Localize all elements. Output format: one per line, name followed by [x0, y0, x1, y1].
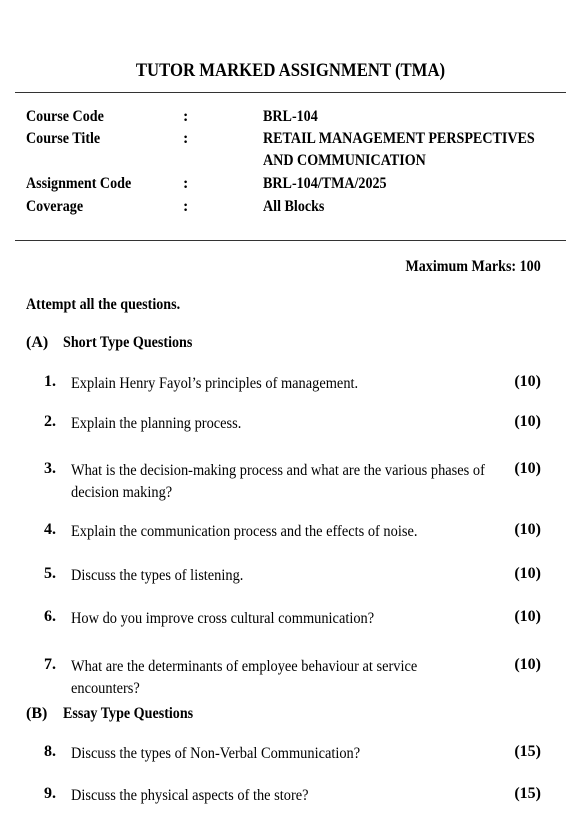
- question-text: What are the determinants of employee behaviour at service encounters?: [71, 658, 418, 697]
- question-number: 1.: [44, 373, 56, 390]
- question-number: 2.: [44, 413, 56, 430]
- question-text: Discuss the physical aspects of the store?: [71, 787, 309, 804]
- question-marks: (10): [514, 413, 541, 430]
- meta-label: Course Code: [26, 108, 104, 125]
- question-number: 9.: [44, 785, 56, 802]
- meta-value: All Blocks: [263, 198, 325, 215]
- meta-value: AND COMMUNICATION: [263, 152, 426, 169]
- question-text: Explain the communication process and the effects of noise.: [71, 523, 418, 540]
- question-text: Discuss the types of Non-Verbal Communication?: [71, 745, 361, 762]
- maximum-marks: Maximum Marks: 100: [405, 258, 541, 275]
- question-marks: (10): [514, 608, 541, 625]
- meta-value: RETAIL MANAGEMENT PERSPECTIVES: [263, 130, 535, 147]
- question-marks: (10): [514, 373, 541, 390]
- question-text: Explain Henry Fayol’s principles of management.: [71, 375, 359, 392]
- question-number: 8.: [44, 743, 56, 760]
- section-letter: (B): [26, 705, 48, 722]
- section-a-heading: [26, 334, 426, 356]
- question-marks: (15): [514, 785, 541, 802]
- meta-divider: [15, 240, 566, 241]
- section-letter: (A): [26, 334, 49, 351]
- question-number: 6.: [44, 608, 56, 625]
- section-title: Essay Type Questions: [63, 705, 194, 722]
- meta-label: Coverage: [26, 198, 84, 215]
- question-text: What is the decision-making process and what are the various phases of decision making?: [71, 462, 485, 501]
- meta-separator: :: [183, 175, 189, 192]
- meta-label: Assignment Code: [26, 175, 132, 192]
- page-title: TUTOR MARKED ASSIGNMENT (TMA): [135, 60, 446, 81]
- meta-separator: :: [183, 130, 189, 147]
- question-marks: (10): [514, 656, 541, 673]
- question-marks: (15): [514, 743, 541, 760]
- question-number: 4.: [44, 521, 56, 538]
- meta-assignment-code: [26, 175, 566, 197]
- meta-separator: :: [183, 108, 189, 125]
- meta-coverage: [26, 198, 566, 220]
- question-number: 7.: [44, 656, 56, 673]
- question-text: How do you improve cross cultural communication?: [71, 610, 375, 627]
- meta-separator: :: [183, 198, 189, 215]
- question-text: Discuss the types of listening.: [71, 567, 244, 584]
- question-number: 5.: [44, 565, 56, 582]
- meta-course-title: [26, 130, 566, 152]
- section-title: Short Type Questions: [63, 334, 193, 351]
- question-marks: (10): [514, 521, 541, 538]
- meta-value: BRL-104: [263, 108, 318, 125]
- meta-label: Course Title: [26, 130, 101, 147]
- meta-course-title-continued: [26, 152, 566, 174]
- question-marks: (10): [514, 460, 541, 477]
- meta-course-code: [26, 108, 566, 130]
- instruction-text: Attempt all the questions.: [26, 296, 181, 313]
- meta-value: BRL-104/TMA/2025: [263, 175, 387, 192]
- question-number: 3.: [44, 460, 56, 477]
- question-marks: (10): [514, 565, 541, 582]
- question-text: Explain the planning process.: [71, 415, 242, 432]
- section-b-heading: [26, 705, 426, 727]
- top-divider: [15, 92, 566, 93]
